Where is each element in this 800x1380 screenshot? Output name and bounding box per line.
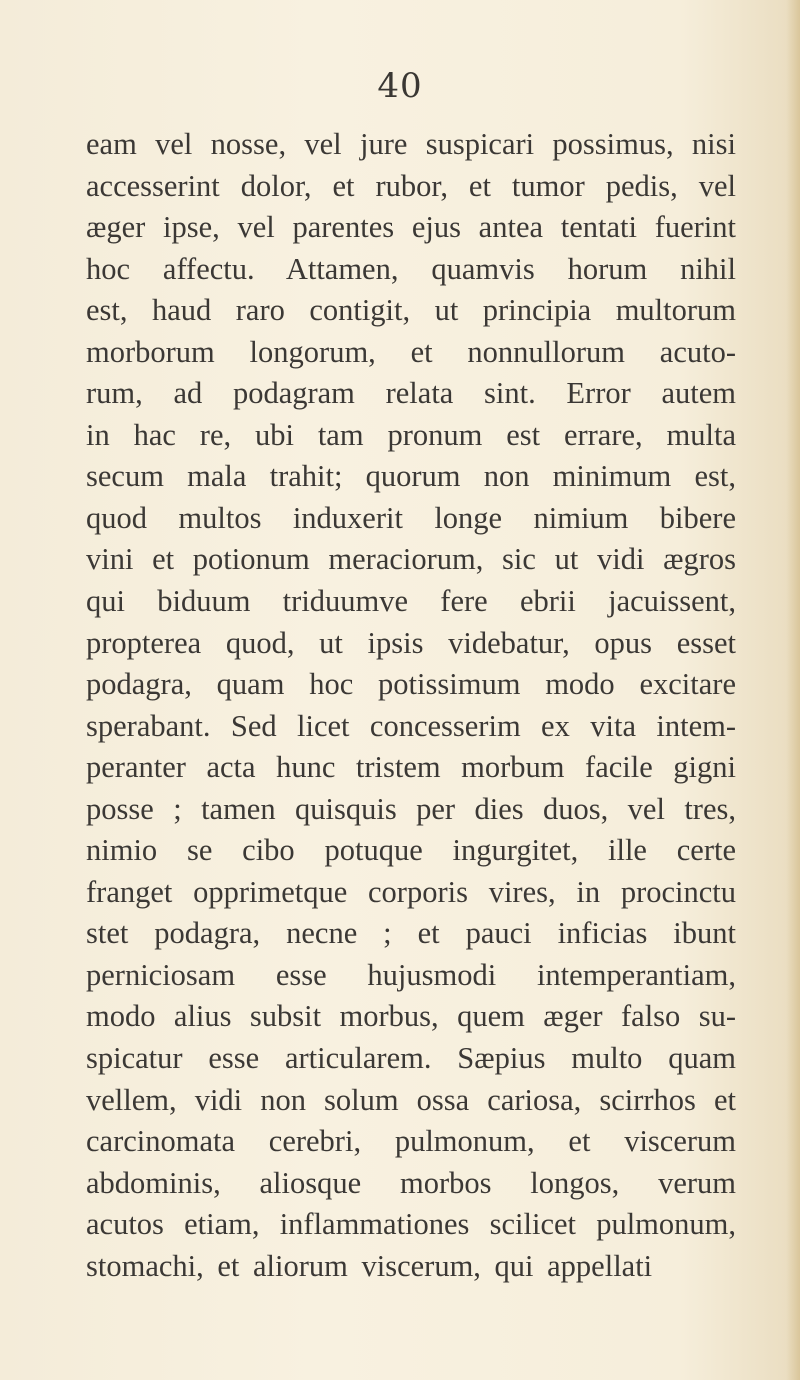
text-line: quod multos induxerit longe nimium bibere <box>86 500 736 535</box>
text-line: sperabant. Sed licet concesserim ex vita intem- <box>86 708 736 743</box>
text-line: hoc affectu. Attamen, quamvis horum nihil <box>86 251 736 286</box>
body-text <box>86 124 736 1287</box>
text-line: stet podagra, necne ; et pauci inficias ibunt <box>86 916 736 951</box>
text-line: acutos etiam, inflammationes scilicet pulmonum, <box>86 1207 736 1242</box>
text-line: stomachi, et aliorum viscerum, qui appellati <box>86 1248 653 1283</box>
text-line: abdominis, aliosque morbos longos, verum <box>86 1165 736 1200</box>
page-number: 40 <box>377 66 423 106</box>
text-line: rum, ad podagram relata sint. Error autem <box>86 376 736 411</box>
text-line: perniciosam esse hujusmodi intemperantiam, <box>86 957 736 992</box>
text-line: morborum longorum, et nonnullorum acuto- <box>86 334 736 369</box>
text-line: podagra, quam hoc potissimum modo excitare <box>86 667 736 702</box>
text-line: posse ; tamen quisquis per dies duos, vel tres, <box>86 791 736 826</box>
text-line: peranter acta hunc tristem morbum facile gigni <box>86 750 736 785</box>
text-line: est, haud raro contigit, ut principia multorum <box>86 293 736 328</box>
text-line: accesserint dolor, et rubor, et tumor pedis, vel <box>86 168 736 203</box>
text-line: eam vel nosse, vel jure suspicari possimus, nisi <box>86 127 736 161</box>
text-line: propterea quod, ut ipsis videbatur, opus esset <box>86 625 736 660</box>
text-line: spicatur esse articularem. Sæpius multo quam <box>86 1041 736 1076</box>
page-edge-shadow <box>786 0 800 1380</box>
text-line: carcinomata cerebri, pulmonum, et viscerum <box>86 1124 736 1159</box>
text-line: in hac re, ubi tam pronum est errare, multa <box>86 417 736 452</box>
text-line: franget opprimetque corporis vires, in procinctu <box>86 874 736 909</box>
text-line: vellem, vidi non solum ossa cariosa, scirrhos et <box>86 1082 736 1117</box>
text-line: nimio se cibo potuque ingurgitet, ille certe <box>86 833 736 868</box>
text-line: modo alius subsit morbus, quem æger falso su- <box>86 999 736 1034</box>
text-line: secum mala trahit; quorum non minimum est, <box>86 459 736 494</box>
text-line: qui biduum triduumve fere ebrii jacuissent, <box>86 584 736 619</box>
text-line: vini et potionum meraciorum, sic ut vidi ægros <box>86 542 736 577</box>
text-line: æger ipse, vel parentes ejus antea tentati fuerint <box>86 210 736 245</box>
